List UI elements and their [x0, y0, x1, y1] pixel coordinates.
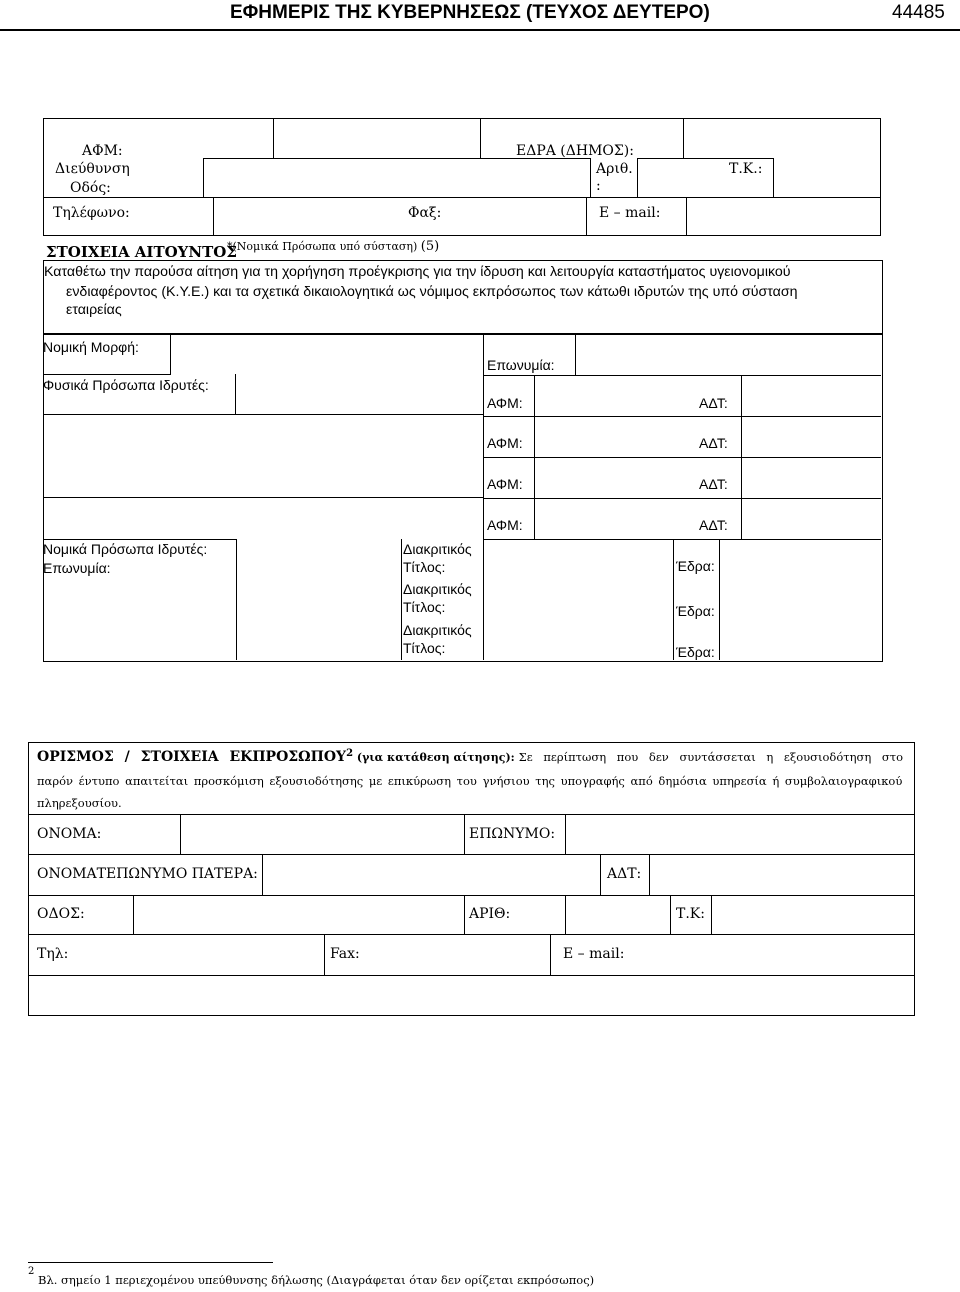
- founder-adt-label: ΑΔΤ:: [699, 476, 728, 492]
- seat-label: Έδρα:: [676, 558, 715, 574]
- founder-afm-label: ΑΦΜ:: [487, 517, 523, 533]
- street-label: ΟΔΟΣ:: [37, 906, 85, 922]
- number-label-line1: Αριθ.: [596, 161, 633, 177]
- rep-adt-label: ΑΔΤ:: [607, 866, 642, 882]
- applicant-text-line3: εταιρείας: [66, 302, 122, 318]
- representative-footnote-mark: 2: [346, 748, 354, 759]
- postal-code-label: Τ.Κ.:: [729, 161, 763, 177]
- seat-label: Έδρα:: [676, 644, 715, 660]
- legal-founder-name-label: Επωνυμία:: [43, 560, 111, 576]
- rep-fax-label: Fax:: [330, 946, 360, 962]
- applicant-heading: ΣΤΟΙΧΕΙΑ ΑΙΤΟΥΝΤΟΣ: [46, 243, 237, 261]
- number-label-line2: :: [596, 178, 601, 194]
- founder-adt-label: ΑΔΤ:: [699, 395, 728, 411]
- legal-form-label: Νομική Μορφή:: [43, 339, 139, 355]
- phone-label: Τηλέφωνο:: [53, 205, 130, 221]
- trade-title-line1: Διακριτικός: [403, 622, 472, 638]
- trade-title-line1: Διακριτικός: [403, 581, 472, 597]
- header-title: ΕΦΗΜΕΡΙΣ ΤΗΣ ΚΥΒΕΡΝΗΣΕΩΣ (ΤΕΥΧΟΣ ΔΕΥΤΕΡΟ): [230, 2, 710, 23]
- address-label-line2: Οδός:: [70, 180, 111, 196]
- fax-label: Φαξ:: [408, 205, 442, 221]
- footnote-mark: 2: [28, 1266, 35, 1277]
- header-rule: [0, 29, 960, 31]
- applicant-note-ref: (5): [420, 239, 440, 254]
- representative-text-line3: πληρεξουσίου.: [37, 796, 122, 810]
- trade-title-line2: Τίτλος:: [403, 640, 446, 656]
- representative-text-line2: παρόν έντυπο απαιτείται προσκόμιση εξουσιοδότησης με επικύρωση του γνήσιου της υπογραφής από δημόσια υπηρεσία ή συμβολαιογραφικού: [37, 774, 903, 788]
- address-label-line1: Διεύθυνση: [55, 161, 130, 177]
- rep-postal-code-label: Τ.Κ:: [676, 906, 705, 922]
- founder-afm-label: ΑΦΜ:: [487, 395, 523, 411]
- trade-title-line2: Τίτλος:: [403, 559, 446, 575]
- founder-adt-label: ΑΔΤ:: [699, 435, 728, 451]
- legal-founders-label: Νομικά Πρόσωπα Ιδρυτές:: [43, 541, 208, 557]
- seat-label: Έδρα:: [676, 603, 715, 619]
- representative-heading: ΟΡΙΣΜΟΣ / ΣΤΟΙΧΕΙΑ ΕΚΠΡΟΣΩΠΟΥ: [37, 749, 347, 765]
- last-name-label: ΕΠΩΝΥΜΟ:: [469, 826, 556, 842]
- founder-afm-label: ΑΦΜ:: [487, 435, 523, 451]
- first-name-label: ΟΝΟΜΑ:: [37, 826, 102, 842]
- page-number: 44485: [892, 2, 945, 23]
- company-name-label: Επωνυμία:: [487, 357, 555, 373]
- father-name-label: ΟΝΟΜΑΤΕΠΩΝΥΜΟ ΠΑΤΕΡΑ:: [37, 866, 258, 882]
- applicant-note-text: *(Νομικά Πρόσωπα υπό σύσταση): [227, 240, 418, 253]
- representative-intro: [37, 748, 913, 765]
- applicant-text-line1: Καταθέτω την παρούσα αίτηση για τη χορήγηση προέγκρισης για την ίδρυση και λειτουργία καταστήματος υγειονομικού: [44, 264, 791, 280]
- trade-title-line1: Διακριτικός: [403, 541, 472, 557]
- founder-afm-label: ΑΦΜ:: [487, 476, 523, 492]
- afm-label: ΑΦΜ:: [82, 143, 123, 159]
- rep-phone-label: Τηλ:: [37, 946, 69, 962]
- email-label: E – mail:: [599, 205, 661, 221]
- applicant-note: [227, 239, 439, 254]
- street-number-label: ΑΡΙΘ:: [469, 906, 511, 922]
- footnote-text: Βλ. σημείο 1 περιεχομένου υπεύθυνσης δήλωσης (Διαγράφεται όταν δεν ορίζεται εκπρόσωπος): [38, 1273, 595, 1287]
- applicant-text-line2: ενδιαφέροντος (Κ.Υ.Ε.) και τα σχετικά δικαιολογητικά ως νόμιμος εκπρόσωπος των κάτωθι ιδρυτών της υπό σύσταση: [66, 284, 798, 300]
- seat-label: ΕΔΡΑ (ΔΗΜΟΣ):: [516, 143, 634, 159]
- natural-founders-label: Φυσικά Πρόσωπα Ιδρυτές:: [43, 377, 209, 393]
- representative-paren: (για κατάθεση αίτησης):: [356, 751, 515, 764]
- representative-text-line1: Σε περίπτωση που δεν συντάσσεται η εξουσιοδότηση στο: [518, 750, 904, 764]
- founder-adt-label: ΑΔΤ:: [699, 517, 728, 533]
- trade-title-line2: Τίτλος:: [403, 599, 446, 615]
- footnote-rule: [28, 1262, 273, 1263]
- rep-email-label: E – mail:: [563, 946, 625, 962]
